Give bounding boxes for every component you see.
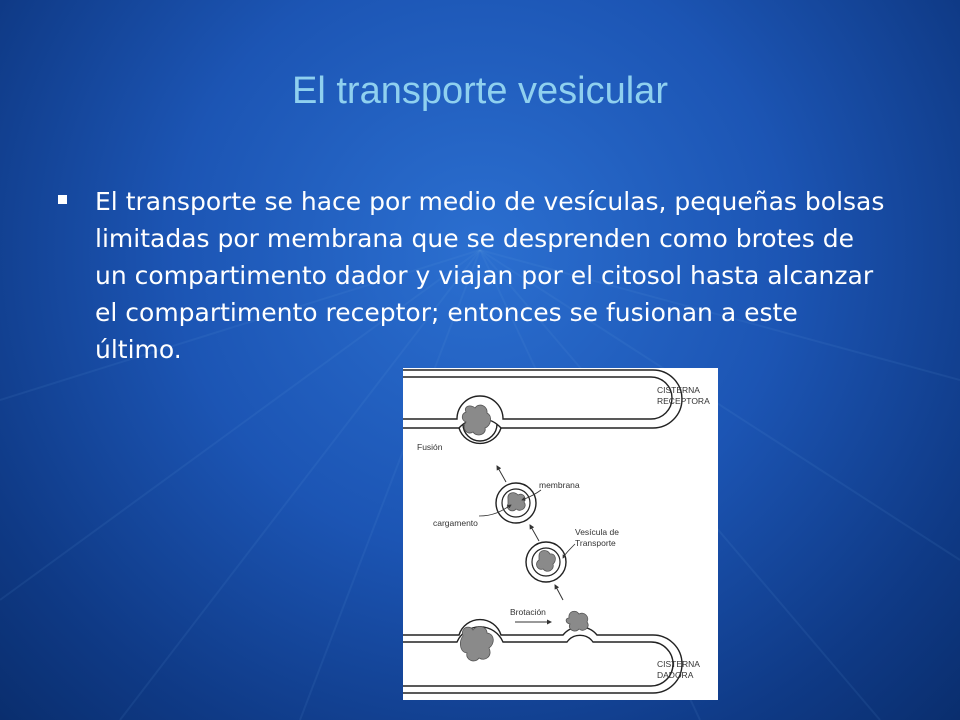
label-cisterna-receptora-1: CISTERNA bbox=[657, 385, 700, 395]
label-cisterna-dadora-2: DADORA bbox=[657, 670, 694, 680]
label-cisterna-dadora-1: CISTERNA bbox=[657, 659, 700, 669]
arrow-bud-to-vesicle bbox=[555, 585, 563, 600]
transport-vesicle-upper bbox=[496, 483, 536, 523]
vesicle-cargo-upper bbox=[507, 493, 525, 511]
transport-vesicle-lower bbox=[526, 542, 566, 582]
label-cargamento: cargamento bbox=[433, 518, 478, 528]
vesicle-transport-diagram bbox=[403, 368, 718, 700]
fusion-cargo bbox=[462, 405, 490, 435]
label-cisterna-receptora-2: RECEPTORA bbox=[657, 396, 710, 406]
arrow-vesicle-to-fusion bbox=[497, 466, 506, 482]
bullet-text: El transporte se hace por medio de vesículas, pequeñas bolsas limitadas por membrana que se desprenden como brotes de un compartimento dador y viajan por el citosol hasta alcanzar el compartimento receptor; entonces se fusionan a este último. bbox=[95, 187, 885, 364]
slide-title: El transporte vesicular bbox=[292, 70, 668, 112]
label-brotacion: Brotación bbox=[510, 607, 546, 617]
label-vesicula-1: Vesícula de bbox=[575, 527, 619, 537]
label-membrana: membrana bbox=[539, 480, 580, 490]
bud-cargo bbox=[566, 611, 588, 631]
donor-cargo bbox=[460, 626, 493, 660]
label-fusion: Fusión bbox=[417, 442, 443, 452]
square-bullet-icon bbox=[58, 195, 67, 204]
arrow-vesicle-lower-to-upper bbox=[530, 525, 539, 541]
donor-cisterna bbox=[403, 620, 682, 693]
receptor-cisterna bbox=[403, 370, 682, 443]
label-vesicula-2: Transporte bbox=[575, 538, 616, 548]
